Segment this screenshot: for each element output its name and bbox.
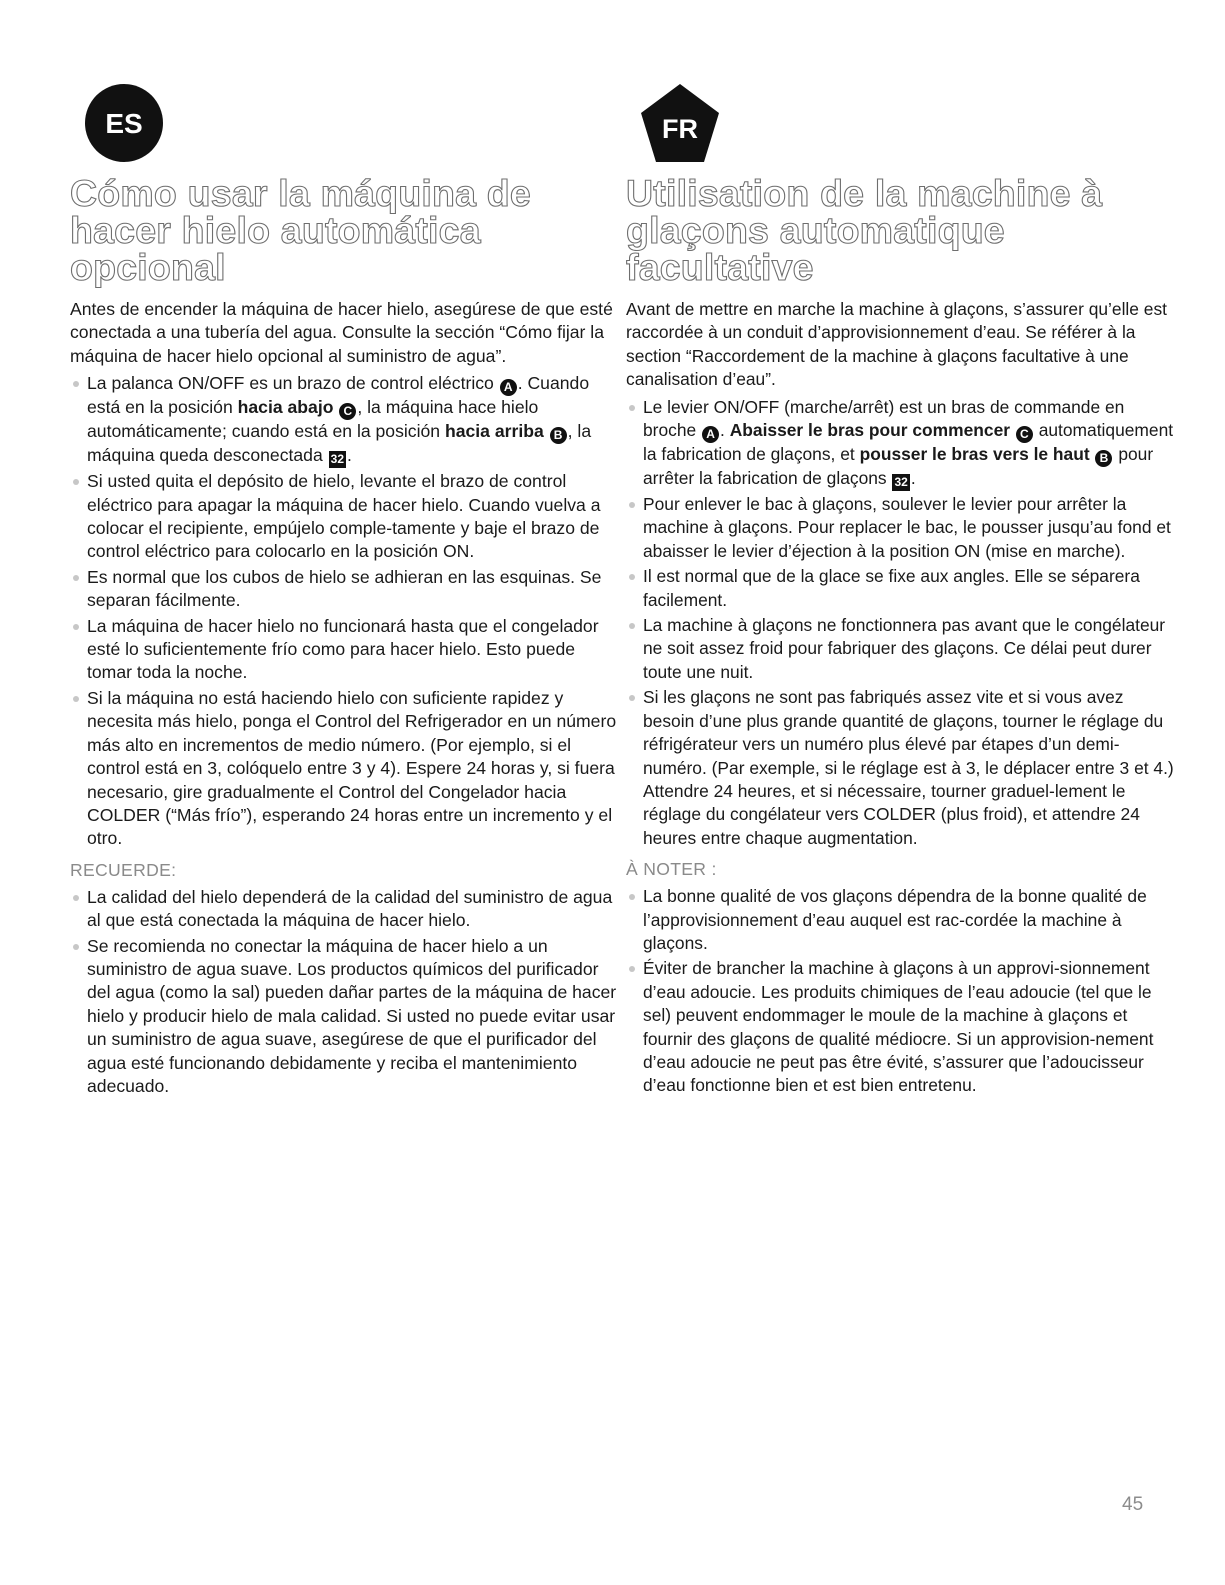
fr-title-line: Utilisation de la machine à <box>626 172 1103 214</box>
callout-marker: A <box>500 379 517 396</box>
es-page-title <box>70 172 618 288</box>
es-notes-list <box>70 886 618 1099</box>
list-item: Si les glaçons ne sont pas fabriqués assez vite et si vous avez besoin d’une plus grande quantité de glaçons, tourner le réglage du réfrigérateur vers un numéro plus élevé par étapes d’un demi-numéro. (Par exemple, si le réglage est à 3, le déplacer entre 3 et 4.) Attendre 24 heures, et si nécessaire, tourner graduel-lement le réglage du congélateur vers COLDER (plus froid), et attendre 24 heures entre chaque augmentation. <box>626 686 1174 850</box>
bold-text: hacia arriba <box>444 421 544 442</box>
list-item: Es normal que los cubos de hielo se adhieran en las esquinas. Se separan fácilmente. <box>70 566 618 613</box>
text: . <box>347 445 352 466</box>
es-instructions-list <box>70 372 618 851</box>
fr-language-badge <box>640 83 720 163</box>
fr-title-line: glaçons automatique <box>626 209 1005 251</box>
list-item: Se recomienda no conectar la máquina de hacer hielo a un suministro de agua suave. Los productos químicos del purificador del agua (como la sal) pueden dañar partes de la máquina de hacer hielo y producir hielo de mala calidad. Si usted no puede evitar usar un suministro de agua suave, asegúrese de que el purificador del agua esté funcionando debidamente y reciba el mantenimiento adecuado. <box>70 935 618 1099</box>
callout-marker: C <box>339 403 356 420</box>
text: , la máquina queda desconectada <box>87 421 592 466</box>
spanish-column <box>70 83 618 1098</box>
list-item <box>70 372 618 468</box>
bold-text: pousser le bras vers le haut <box>859 444 1090 465</box>
es-language-badge <box>84 83 164 163</box>
fr-notes-list <box>626 885 1174 1098</box>
callout-marker: B <box>1095 450 1112 467</box>
pentagon-badge-icon <box>640 83 720 163</box>
text: , la máquina hace hielo automáticamente; cuando está en la posición <box>87 397 539 442</box>
es-badge-label: ES <box>105 108 143 139</box>
list-item: La calidad del hielo dependerá de la calidad del suministro de agua al que está conectada la máquina de hacer hielo. <box>70 886 618 933</box>
fr-page-title <box>626 172 1174 288</box>
callout-marker: C <box>1016 426 1033 443</box>
es-title-line: hacer hielo automática <box>70 209 481 251</box>
list-item: Si la máquina no está haciendo hielo con suficiente rapidez y necesita más hielo, ponga el Control del Refrigerador en un número más alto en incrementos de medio número. (Por ejemplo, si el control está en 3, colóquelo entre 3 y 4). Espere 24 horas y, si fuera necesario, gire gradualmente el Control del Congelador hacia COLDER (“Más frío”), esperando 24 horas entre un incremento y el otro. <box>70 687 618 851</box>
list-item: La máquina de hacer hielo no funcionará hasta que el congelador esté lo suficientemente frío como para hacer hielo. Esto puede tomar toda la noche. <box>70 615 618 685</box>
text: automatiquement la fabrication de glaçons, et <box>643 420 1174 465</box>
es-intro-paragraph: Antes de encender la máquina de hacer hielo, asegúrese de que esté conectada a una tubería del agua. Consulte la sección “Cómo fijar la máquina de hacer hielo opcional al suministro de agua”. <box>70 299 613 366</box>
fr-instructions-list <box>626 396 1174 851</box>
list-item: Pour enlever le bac à glaçons, soulever le levier pour arrêter la machine à glaçons. Pour replacer le bac, le pousser jusqu’au fond et abaisser le levier d’éjection à la position ON (mise en marche). <box>626 493 1174 563</box>
es-note-heading: RECUERDE: <box>70 859 177 880</box>
text: La palanca ON/OFF es un brazo de control eléctrico <box>87 373 494 394</box>
list-item: La machine à glaçons ne fonctionnera pas avant que le congélateur ne soit assez froid pour fabriquer des glaçons. Ce délai peut durer toute une nuit. <box>626 614 1174 684</box>
es-title-line: Cómo usar la máquina de <box>70 172 531 214</box>
list-item: La bonne qualité de vos glaçons dépendra de la bonne qualité de l’approvisionnement d’eau auquel est rac-cordée la machine à glaçons. <box>626 885 1174 955</box>
bold-text: Abaisser le bras pour commencer <box>729 420 1011 441</box>
list-item: Il est normal que de la glace se fixe aux angles. Elle se séparera facilement. <box>626 565 1174 612</box>
es-title-line: opcional <box>70 246 226 288</box>
list-item: Éviter de brancher la machine à glaçons à un approvi-sionnement d’eau adoucie. Les produits chimiques de l’eau adoucie (tel que le sel) peuvent endommager le moule de la machine à glaçons et fournir des glaçons de qualité médiocre. Si un approvision-nement d’eau adoucie ne peut pas être évité, s’assurer que l’adoucisseur d’eau fonctionne bien et est bien entretenu. <box>626 957 1174 1097</box>
text: . <box>720 420 725 441</box>
text: . Cuando está en la posición <box>87 373 590 418</box>
callout-marker: A <box>702 426 719 443</box>
text: pour arrêter la fabrication de glaçons <box>643 444 1154 489</box>
fr-intro-paragraph: Avant de mettre en marche la machine à glaçons, s’assurer qu’elle est raccordée à un conduit d’approvisionnement d’eau. Se référer à la section “Raccordement de la machine à glaçons facultative à une canalisation d’eau”. <box>626 299 1168 390</box>
callout-marker: B <box>550 427 567 444</box>
bold-text: hacia abajo <box>237 397 334 418</box>
list-item <box>626 396 1174 491</box>
text: . <box>910 468 916 489</box>
fr-badge-label: FR <box>662 114 698 144</box>
fr-title-line: facultative <box>626 246 814 288</box>
figure-reference: 32 <box>330 452 344 467</box>
list-item: Si usted quita el depósito de hielo, levante el brazo de control eléctrico para apagar la máquina de hacer hielo. Cuando vuelva a colocar el recipiente, empújelo comple-tamente y baje el brazo de control eléctrico para colocarlo en la posición ON. <box>70 470 618 564</box>
page-number: 45 <box>1122 1494 1144 1515</box>
circle-badge-icon <box>84 83 164 163</box>
fr-note-heading: À NOTER : <box>626 859 717 880</box>
text: Le levier ON/OFF (marche/arrêt) est un bras de commande en broche <box>643 396 1125 441</box>
french-column <box>626 83 1174 1098</box>
figure-reference: 32 <box>894 475 908 490</box>
